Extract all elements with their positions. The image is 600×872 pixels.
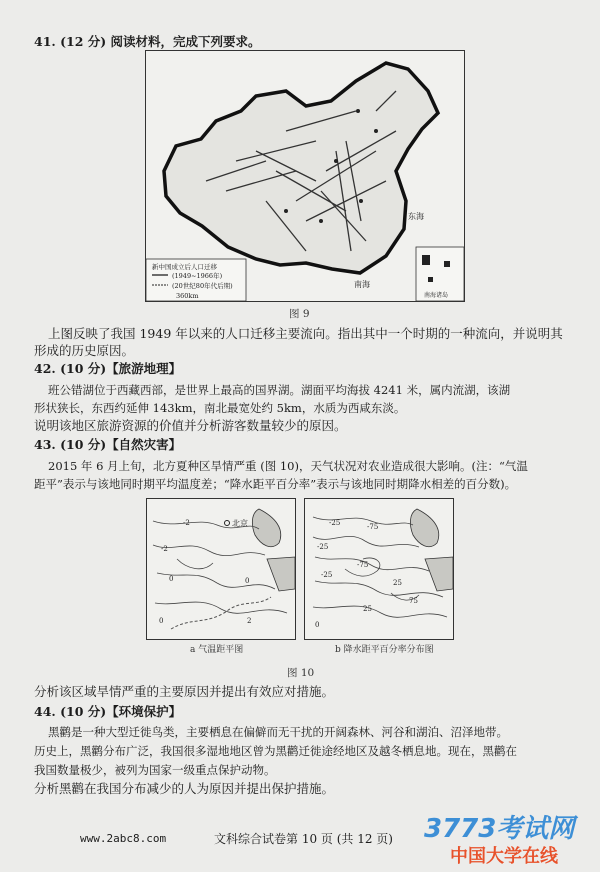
- q41-text-line2: 形成的历史原因。: [34, 343, 135, 358]
- map-b-iso-label: -25: [329, 519, 341, 527]
- china-outline: [164, 63, 438, 273]
- china-map-svg: [146, 51, 464, 301]
- map-b-iso-label: 25: [363, 605, 372, 613]
- watermark-subtitle: 中国大学在线: [450, 846, 558, 867]
- map-legend-line3: (20世纪80年代后期): [172, 282, 233, 290]
- map-a-iso-label: 0: [159, 617, 164, 625]
- map-a-iso-label: 0: [169, 575, 174, 583]
- q42-line2: 形状狭长，东西约延伸 143km，南北最宽处约 5km，水质为西咸东淡。: [34, 401, 406, 415]
- q41-header: 41. (12 分) 阅读材料，完成下列要求。: [34, 34, 261, 49]
- map-b-iso-label: 0: [315, 621, 320, 629]
- map-a-iso-label: 2: [247, 617, 252, 625]
- footer-site-link[interactable]: www.2abc8.com: [80, 832, 167, 845]
- label-south-sea: 南海: [354, 280, 370, 289]
- map-b-iso-label: 25: [393, 579, 402, 587]
- q43-header: 43. (10 分)【自然灾害】: [34, 437, 182, 452]
- map-a-iso-label: 0: [245, 577, 250, 585]
- temperature-anomaly-map: [146, 498, 296, 640]
- map-a-iso-label: -2: [183, 519, 190, 527]
- label-east-sea: 东海: [408, 212, 424, 221]
- map-a-caption: a 气温距平图: [190, 645, 244, 655]
- q42-line1: 班公错湖位于西藏西部，是世界上最高的国界湖。湖面平均海拔 4241 米，属内流湖，该湖: [48, 383, 511, 397]
- q42-header: 42. (10 分)【旅游地理】: [34, 361, 182, 376]
- q44-line3: 我国数量极少，被列为国家一级重点保护动物。: [34, 763, 276, 777]
- map-legend-line2: (1949~1966年): [172, 272, 223, 280]
- map-b-caption: b 降水距平百分率分布图: [335, 645, 434, 655]
- map-a-svg: [147, 499, 295, 639]
- q44-line2: 历史上，黑鹳分布广泛，我国很多湿地地区曾为黑鹳迁徙途经地区及越冬栖息地。现在，黑鹳在: [34, 744, 517, 758]
- q43-question: 分析该区域旱情严重的主要原因并提出有效应对措施。: [34, 684, 335, 699]
- inset-label: 南海诸岛: [424, 292, 449, 299]
- map-a-city-label: 北京: [232, 519, 248, 528]
- map-a-iso-label: -2: [161, 545, 168, 553]
- q43-line1: 2015 年 6 月上旬，北方夏种区旱情严重 (图 10)，天气状况对农业造成很大影响。(注：“气温: [48, 459, 528, 473]
- map-b-iso-label: 75: [409, 597, 418, 605]
- precipitation-anomaly-map: [304, 498, 454, 640]
- q43-line2: 距平”表示与该地同时期平均温度差；“降水距平百分率”表示与该地同时期降水相差的百分数)。: [34, 477, 517, 491]
- watermark-site-logo: 3773考试网: [424, 814, 575, 844]
- q44-line1: 黑鹳是一种大型迁徙鸟类，主要栖息在偏僻而无干扰的开阔森林、河谷和湖泊、沼泽地带。: [48, 725, 508, 739]
- q41-text-line1: 上图反映了我国 1949 年以来的人口迁移主要流向。指出其中一个时期的一种流向，并说明其: [48, 326, 563, 341]
- footer-page-number: 文科综合试卷第 10 页 (共 12 页): [214, 832, 393, 846]
- q44-header: 44. (10 分)【环境保护】: [34, 704, 182, 719]
- map-b-iso-label: -75: [357, 561, 369, 569]
- q42-line3: 说明该地区旅游资源的价值并分析游客数量较少的原因。: [34, 418, 347, 433]
- q44-question: 分析黑鹳在我国分布减少的人为原因并提出保护措施。: [34, 781, 335, 796]
- china-migration-map: [145, 50, 465, 302]
- figure-9-caption: 图 9: [289, 308, 310, 320]
- map-b-iso-label: -75: [367, 523, 379, 531]
- map-b-iso-label: -25: [321, 571, 333, 579]
- map-scale-label: 360km: [176, 292, 199, 300]
- map-legend-line1: 新中国成立后人口迁移: [152, 263, 217, 271]
- map-b-iso-label: -25: [317, 543, 329, 551]
- map-b-svg: [305, 499, 453, 639]
- figure-10-caption: 图 10: [287, 667, 315, 679]
